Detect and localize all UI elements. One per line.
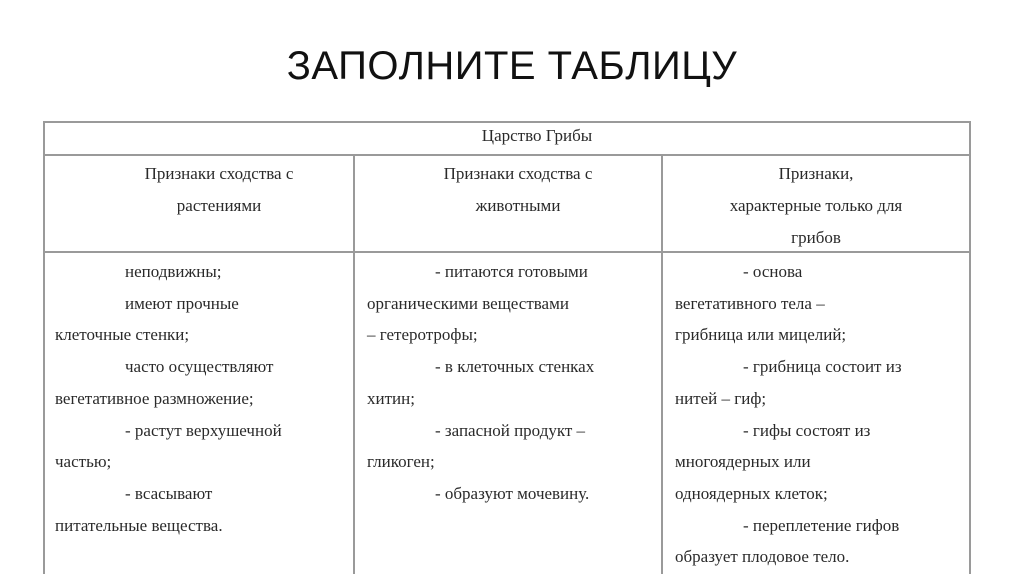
cell-line: имеют прочные <box>125 293 239 313</box>
cell-line: - питаются готовыми <box>435 262 588 281</box>
cell-fungi-only <box>663 253 969 574</box>
cell-line: хитин; <box>367 388 415 408</box>
cell-line: - основа <box>743 262 803 281</box>
cell-line: грибница или мицелий; <box>675 325 847 345</box>
cell-animals <box>355 253 663 574</box>
cell-line: - растут верхушечной <box>125 420 282 440</box>
cell-line: - гифы состоят из <box>743 420 871 440</box>
cell-line: неподвижны; <box>125 262 222 281</box>
cell-line: клеточные стенки; <box>55 325 190 345</box>
cell-plants <box>45 253 355 574</box>
header-line: Признаки сходства с <box>443 164 593 183</box>
cell-line: многоядерных или <box>675 452 811 472</box>
cell-line: вегетативное размножение; <box>55 388 254 408</box>
cell-line: образует плодовое тело. <box>675 547 850 567</box>
header-line: животными <box>475 196 561 215</box>
header-line: грибов <box>791 228 841 247</box>
cell-line: частью; <box>55 452 112 472</box>
header-animals <box>355 156 663 251</box>
cell-line: часто осуществляют <box>125 357 274 377</box>
cell-line: гликоген; <box>367 452 435 472</box>
cell-line: вегетативного тела – <box>675 293 825 313</box>
cell-line: - всасывают <box>125 483 213 503</box>
header-line: растениями <box>176 196 262 215</box>
cell-line: - образуют мочевину. <box>435 483 590 503</box>
cell-line: - грибница состоит из <box>743 357 902 377</box>
header-line: характерные только для <box>729 196 903 215</box>
header-line: Признаки, <box>778 164 854 183</box>
table-body-row <box>45 253 969 574</box>
header-fungi-only <box>663 156 969 251</box>
slide-title: ЗАПОЛНИТЕ ТАБЛИЦУ <box>286 44 738 88</box>
cell-line: питательные вещества. <box>55 515 223 535</box>
cell-line: - переплетение гифов <box>743 515 900 535</box>
cell-line: нитей – гиф; <box>675 388 767 408</box>
table-header-row <box>45 156 969 253</box>
header-line: Признаки сходства с <box>144 164 294 183</box>
cell-line: - в клеточных стенках <box>435 357 595 377</box>
header-plants <box>45 156 355 251</box>
cell-line: органическими веществами <box>367 293 569 313</box>
cell-line: одноядерных клеток; <box>675 483 828 503</box>
cell-line: – гетеротрофы; <box>367 325 478 345</box>
cell-line: - запасной продукт – <box>435 420 586 440</box>
table-caption: Царство Грибы <box>45 123 969 156</box>
fungi-table <box>43 121 971 574</box>
